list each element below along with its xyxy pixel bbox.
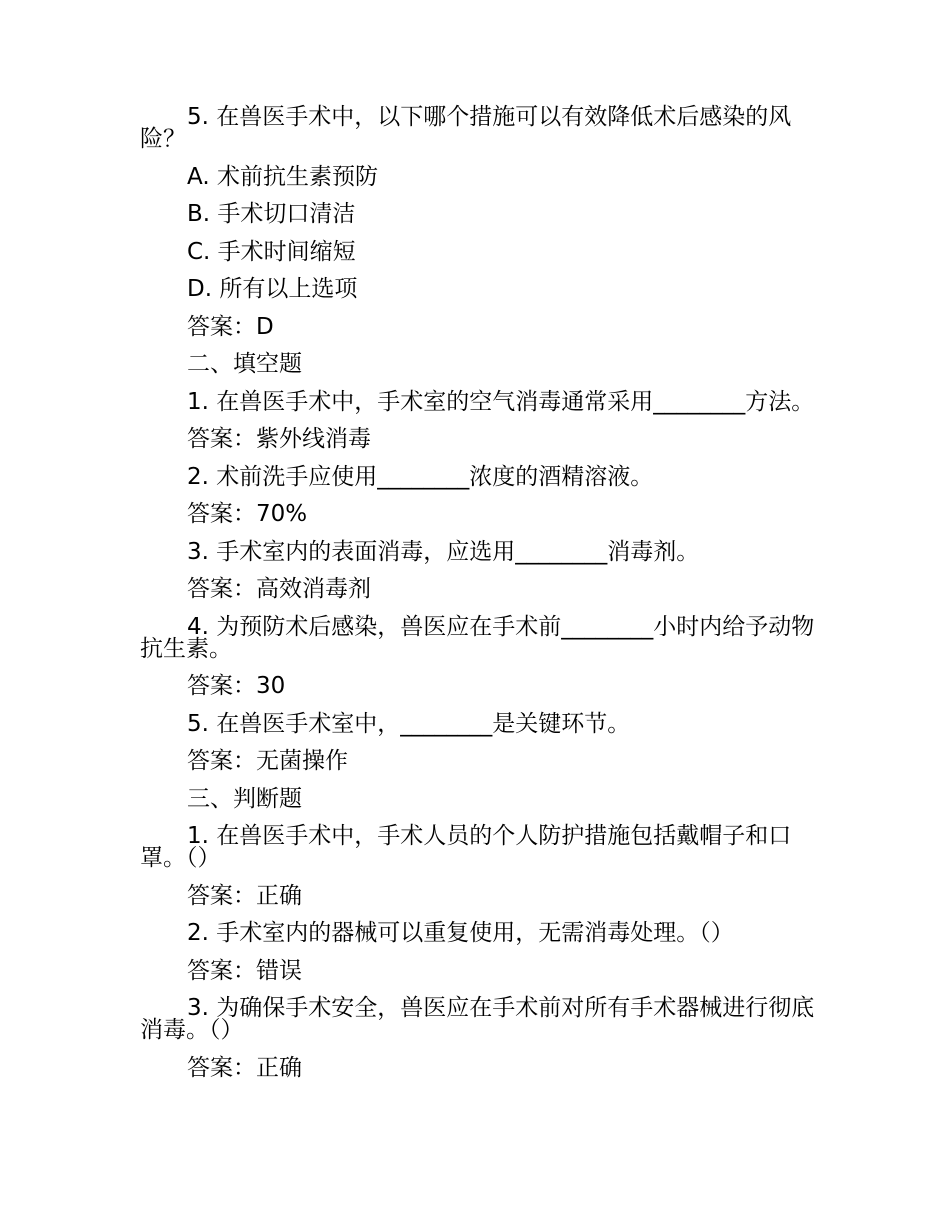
question-fill-5: 5. 在兽医手术室中，________是关键环节。 xyxy=(187,710,631,737)
question-mc-5: 5. 在兽医手术中，以下哪个措施可以有效降低术后感染的风险？ xyxy=(140,104,792,152)
answer-fill-1: 答案：紫外线消毒 xyxy=(187,426,371,452)
answer-fill-5: 答案：无菌操作 xyxy=(187,748,348,774)
answer-tf-3: 答案：正确 xyxy=(187,1054,302,1081)
question-fill-2: 2. 术前洗手应使用________浓度的酒精溶液。 xyxy=(187,463,654,490)
answer-fill-4: 答案：30 xyxy=(187,673,286,699)
answer-fill-3: 答案：高效消毒剂 xyxy=(187,576,371,602)
answer-tf-2: 答案：错误 xyxy=(187,957,302,984)
option-d: D. 所有以上选项 xyxy=(187,276,358,302)
question-tf-2: 2. 手术室内的器械可以重复使用，无需消毒处理。（） xyxy=(187,920,734,946)
question-fill-4: 4. 为预防术后感染，兽医应在手术前________小时内给予动物抗生素。 xyxy=(140,613,815,662)
option-b: B. 手术切口清洁 xyxy=(187,201,356,227)
question-tf-3: 3. 为确保手术安全，兽医应在手术前对所有手术器械进行彻底消毒。（） xyxy=(140,995,815,1043)
option-a: A. 术前抗生素预防 xyxy=(187,163,378,190)
answer-fill-2: 答案：70% xyxy=(187,501,308,527)
section-heading-true-false: 三、判断题 xyxy=(187,785,302,812)
answer-mc-5: 答案：D xyxy=(187,313,274,340)
question-fill-1: 1. 在兽医手术中，手术室的空气消毒通常采用________方法。 xyxy=(187,388,815,415)
question-fill-3: 3. 手术室内的表面消毒，应选用________消毒剂。 xyxy=(187,538,700,565)
answer-tf-1: 答案：正确 xyxy=(187,882,302,909)
section-heading-fill-blank: 二、填空题 xyxy=(187,351,302,377)
document-body xyxy=(140,106,815,1094)
question-tf-1: 1. 在兽医手术中，手术人员的个人防护措施包括戴帽子和口罩。（） xyxy=(140,823,792,871)
option-c: C. 手术时间缩短 xyxy=(187,238,356,265)
